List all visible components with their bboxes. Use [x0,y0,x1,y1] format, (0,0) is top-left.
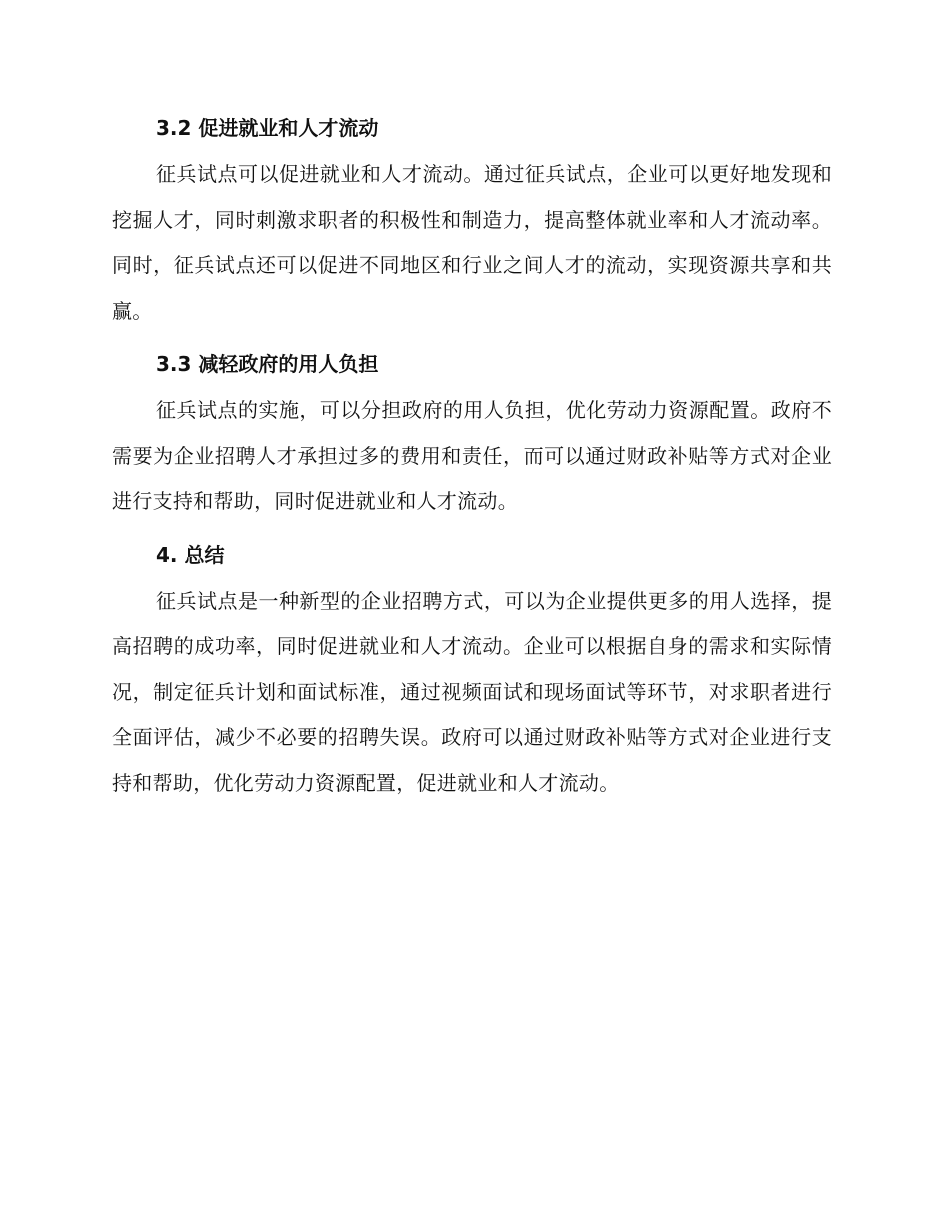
section-paragraph-3-2: 征兵试点可以促进就业和人才流动。通过征兵试点，企业可以更好地发现和挖掘人才，同时刺激求职者的积极性和制造力，提高整体就业率和人才流动率。同时，征兵试点还可以促进不同地区和行业之间人才的流动，实现资源共享和共赢。 [112,162,832,323]
section-paragraph-3-3: 征兵试点的实施，可以分担政府的用人负担，优化劳动力资源配置。政府不需要为企业招聘人才承担过多的费用和责任，而可以通过财政补贴等方式对企业进行支持和帮助，同时促进就业和人才流动。 [112,398,832,513]
section-heading-3-2: 3.2 促进就业和人才流动 [156,116,379,140]
section-heading-3-3: 3.3 减轻政府的用人负担 [156,352,379,376]
document-page [112,108,832,812]
section-heading-4: 4. 总结 [156,542,225,567]
section-paragraph-4: 征兵试点是一种新型的企业招聘方式，可以为企业提供更多的用人选择，提高招聘的成功率，同时促进就业和人才流动。企业可以根据自身的需求和实际情况，制定征兵计划和面试标准，通过视频面试和现场面试等环节，对求职者进行全面评估，减少不必要的招聘失误。政府可以通过财政补贴等方式对企业进行支持和帮助，优化劳动力资源配置，促进就业和人才流动。 [112,588,832,795]
